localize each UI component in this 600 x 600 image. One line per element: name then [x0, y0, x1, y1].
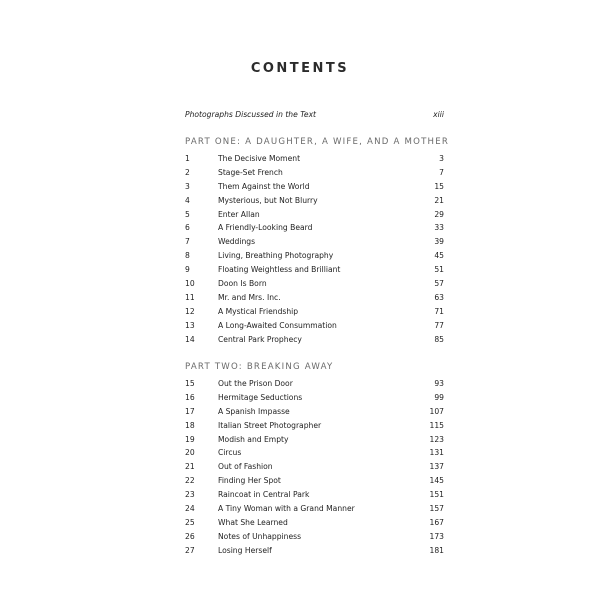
chapter-title: A Friendly-Looking Beard — [218, 223, 313, 233]
chapter-number: 20 — [185, 448, 195, 458]
chapter-title: Mysterious, but Not Blurry — [218, 195, 318, 205]
chapter-number: 25 — [185, 517, 195, 527]
part-two-chapter-list — [185, 377, 444, 558]
chapter-title: Losing Herself — [218, 545, 272, 555]
chapter-page-number: 151 — [429, 490, 444, 500]
chapter-number: 27 — [185, 545, 195, 555]
chapter-page-number: 3 — [439, 154, 444, 163]
chapter-number: 6 — [185, 223, 190, 233]
chapter-page-number: 57 — [434, 279, 444, 289]
chapter-title: Central Park Prophecy — [218, 334, 302, 344]
chapter-number: 13 — [185, 320, 195, 330]
chapter-title: A Mystical Friendship — [218, 306, 299, 316]
chapter-title: Enter Allan — [218, 209, 260, 219]
chapter-entry[interactable] — [185, 319, 444, 333]
chapter-title: A Tiny Woman with a Grand Manner — [218, 504, 355, 514]
chapter-entry[interactable] — [185, 180, 444, 194]
chapter-number: 1 — [185, 154, 190, 163]
chapter-entry[interactable] — [185, 166, 444, 180]
chapter-title: What She Learned — [218, 517, 288, 527]
chapter-page-number: 29 — [434, 209, 444, 219]
chapter-title: Italian Street Photographer — [218, 420, 322, 430]
chapter-number: 21 — [185, 462, 195, 472]
chapter-title: Finding Her Spot — [218, 476, 281, 486]
chapter-page-number: 157 — [429, 504, 444, 514]
chapter-entry[interactable] — [185, 544, 444, 558]
chapter-entry[interactable] — [185, 474, 444, 488]
chapter-entry[interactable] — [185, 263, 444, 277]
chapter-page-number: 181 — [429, 545, 444, 555]
chapter-title: Notes of Unhappiness — [218, 531, 302, 541]
chapter-title: The Decisive Moment — [218, 154, 301, 163]
chapter-page-number: 39 — [434, 237, 444, 247]
chapter-entry[interactable] — [185, 208, 444, 222]
chapter-title: Them Against the World — [218, 181, 310, 191]
chapter-entry[interactable] — [185, 530, 444, 544]
chapter-page-number: 99 — [434, 392, 444, 402]
chapter-entry[interactable] — [185, 502, 444, 516]
chapter-number: 12 — [185, 306, 195, 316]
chapter-page-number: 123 — [429, 434, 444, 444]
chapter-title: Mr. and Mrs. Inc. — [218, 292, 281, 302]
chapter-entry[interactable] — [185, 391, 444, 405]
chapter-title: Out of Fashion — [218, 462, 273, 472]
chapter-page-number: 167 — [429, 517, 444, 527]
chapter-number: 9 — [185, 265, 190, 275]
chapter-title: Modish and Empty — [218, 434, 289, 444]
chapter-title: Floating Weightless and Brilliant — [218, 265, 341, 275]
chapter-entry[interactable] — [185, 291, 444, 305]
chapter-number: 19 — [185, 434, 195, 444]
chapter-entry[interactable] — [185, 460, 444, 474]
chapter-number: 15 — [185, 379, 195, 388]
chapter-entry[interactable] — [185, 488, 444, 502]
chapter-number: 2 — [185, 167, 190, 177]
chapter-entry[interactable] — [185, 305, 444, 319]
chapter-entry[interactable] — [185, 235, 444, 249]
chapter-entry[interactable] — [185, 446, 444, 460]
chapter-number: 7 — [185, 237, 190, 247]
part-one-heading: PART ONE: A DAUGHTER, A WIFE, AND A MOTHER — [185, 137, 450, 147]
chapter-number: 18 — [185, 420, 195, 430]
chapter-page-number: 145 — [429, 476, 444, 486]
chapter-number: 23 — [185, 490, 195, 500]
chapter-number: 11 — [185, 292, 195, 302]
chapter-title: Out the Prison Door — [218, 379, 293, 388]
chapter-entry[interactable] — [185, 419, 444, 433]
chapter-page-number: 115 — [429, 420, 444, 430]
chapter-page-number: 51 — [434, 265, 444, 275]
chapter-number: 22 — [185, 476, 195, 486]
chapter-page-number: 131 — [429, 448, 444, 458]
chapter-title: Weddings — [218, 237, 256, 247]
chapter-page-number: 21 — [434, 195, 444, 205]
chapter-title: Doon Is Born — [218, 279, 267, 289]
chapter-title: Living, Breathing Photography — [218, 251, 334, 261]
chapter-page-number: 7 — [439, 167, 444, 177]
chapter-number: 8 — [185, 251, 190, 261]
chapter-number: 14 — [185, 334, 195, 344]
chapter-entry[interactable] — [185, 249, 444, 263]
chapter-entry[interactable] — [185, 277, 444, 291]
chapter-title: Raincoat in Central Park — [218, 490, 310, 500]
page-title: CONTENTS — [250, 61, 350, 76]
chapter-page-number: 107 — [429, 406, 444, 416]
chapter-title: Stage-Set French — [218, 167, 283, 177]
chapter-page-number: 63 — [434, 292, 444, 302]
chapter-page-number: 173 — [429, 531, 444, 541]
part-two-heading: PART TWO: BREAKING AWAY — [185, 362, 334, 372]
chapter-page-number: 15 — [434, 181, 444, 191]
chapter-entry[interactable] — [185, 194, 444, 208]
chapter-title: Hermitage Seductions — [218, 392, 303, 402]
chapter-entry[interactable] — [185, 221, 444, 235]
front-matter-entry[interactable] — [185, 110, 444, 123]
chapter-number: 4 — [185, 195, 190, 205]
chapter-number: 16 — [185, 392, 195, 402]
chapter-entry[interactable] — [185, 516, 444, 530]
chapter-page-number: 71 — [434, 306, 444, 316]
chapter-page-number: 77 — [434, 320, 444, 330]
chapter-entry[interactable] — [185, 333, 444, 347]
front-matter-page: xiii — [433, 110, 444, 119]
chapter-page-number: 85 — [434, 334, 444, 344]
chapter-number: 10 — [185, 279, 195, 289]
chapter-number: 26 — [185, 531, 195, 541]
part-one-chapter-list — [185, 152, 444, 346]
chapter-entry[interactable] — [185, 152, 444, 166]
chapter-entry[interactable] — [185, 405, 444, 419]
front-matter-title: Photographs Discussed in the Text — [185, 110, 317, 119]
chapter-entry[interactable] — [185, 377, 444, 391]
chapter-page-number: 33 — [434, 223, 444, 233]
chapter-title: A Spanish Impasse — [218, 406, 290, 416]
chapter-number: 5 — [185, 209, 190, 219]
chapter-title: Circus — [218, 448, 242, 458]
chapter-number: 24 — [185, 504, 195, 514]
chapter-title: A Long-Awaited Consummation — [218, 320, 337, 330]
chapter-number: 17 — [185, 406, 195, 416]
chapter-page-number: 93 — [434, 379, 444, 388]
chapter-entry[interactable] — [185, 433, 444, 447]
chapter-page-number: 45 — [434, 251, 444, 261]
chapter-number: 3 — [185, 181, 190, 191]
chapter-page-number: 137 — [429, 462, 444, 472]
